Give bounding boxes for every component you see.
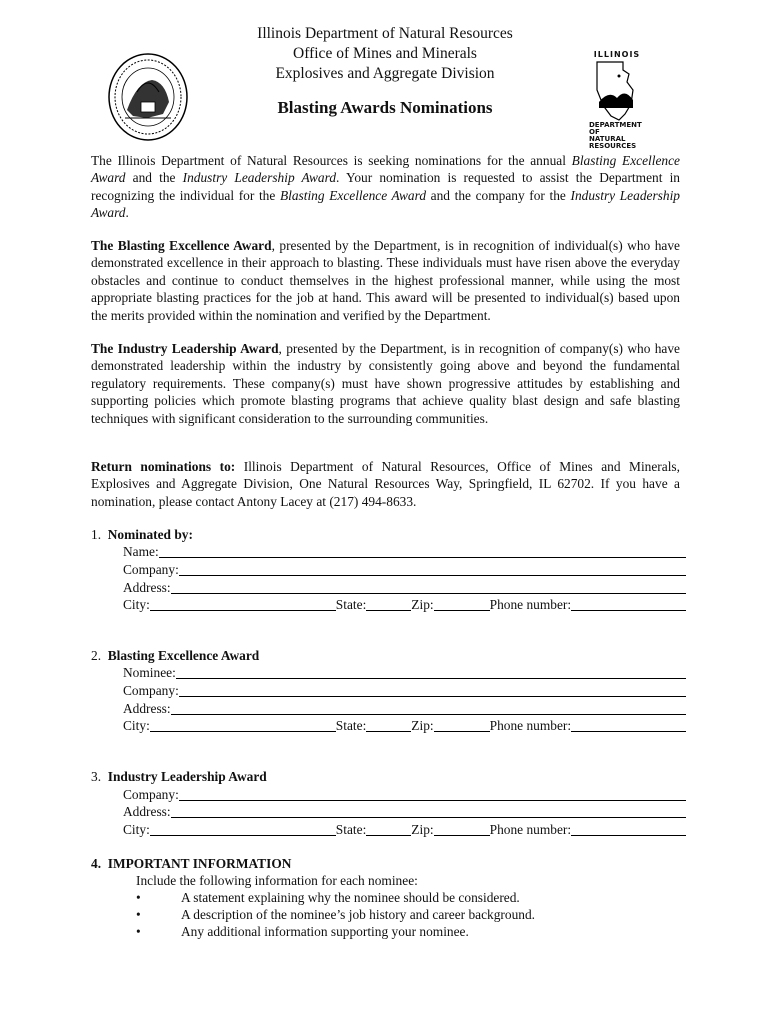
nominee-address-row[interactable]: Address: xyxy=(123,700,686,717)
industry-company-row[interactable]: Company: xyxy=(123,786,686,803)
section-nominated-by: 1. Nominated by: xyxy=(91,527,193,542)
nominee-city-field[interactable] xyxy=(150,719,336,732)
nominee-name-row[interactable]: Nominee: xyxy=(123,664,686,681)
industry-city-field[interactable] xyxy=(150,823,336,836)
bullet-icon: • xyxy=(136,890,141,905)
nominator-address-field[interactable] xyxy=(171,581,686,594)
section-important-information: 4. IMPORTANT INFORMATION xyxy=(91,856,292,871)
dnr-logo xyxy=(589,50,645,150)
nominee-phone-field[interactable] xyxy=(571,719,686,732)
nominator-state-field[interactable] xyxy=(366,598,411,611)
nominator-city-row[interactable]: City: State: Zip: Phone number: xyxy=(123,596,686,613)
nominee-city-row[interactable]: City: State: Zip: Phone number: xyxy=(123,717,686,734)
logo-bottom-text: DEPARTMENT OF NATURAL RESOURCES xyxy=(589,121,642,150)
industry-zip-field[interactable] xyxy=(434,823,490,836)
intro-paragraph: The Illinois Department of Natural Resources is seeking nominations for the annual Blasting Excellence Award and the Industry Leadership Award. Your nomination is requested to assist the Department in recognizing the individual for the Blasting Excellence Award and the company for the Industry Leadership Award. xyxy=(91,153,680,221)
nominator-address-row[interactable]: Address: xyxy=(123,579,686,596)
industry-company-field[interactable] xyxy=(179,788,686,801)
industry-state-field[interactable] xyxy=(366,823,411,836)
page-title: Blasting Awards Nominations xyxy=(277,98,493,117)
nominee-company-field[interactable] xyxy=(179,684,686,697)
header-agency: Illinois Department of Natural Resources xyxy=(257,25,513,42)
return-paragraph: Return nominations to: Illinois Department of Natural Resources, Office of Mines and Minerals, Explosives and Aggregate Division, One Natural Resources Way, Springfield, IL 62702. If you have a nomination, please contact Antony Lacey at (217) 494-8633. xyxy=(91,459,680,509)
agency-header xyxy=(200,24,570,84)
state-seal-logo xyxy=(107,52,189,142)
nominator-name-row[interactable]: Name: xyxy=(123,543,686,560)
important-item: A statement explaining why the nominee should be considered. xyxy=(181,890,520,905)
nominator-city-field[interactable] xyxy=(150,598,336,611)
bullet-icon: • xyxy=(136,907,141,922)
nominator-company-field[interactable] xyxy=(179,563,686,576)
nominee-state-field[interactable] xyxy=(366,719,411,732)
nominee-address-field[interactable] xyxy=(171,702,686,715)
nominator-name-field[interactable] xyxy=(159,545,686,558)
nominee-zip-field[interactable] xyxy=(434,719,490,732)
nominator-zip-field[interactable] xyxy=(434,598,490,611)
nominator-phone-field[interactable] xyxy=(571,598,686,611)
header-division: Explosives and Aggregate Division xyxy=(275,65,495,82)
nominee-name-field[interactable] xyxy=(176,666,686,679)
bullet-icon: • xyxy=(136,924,141,939)
header-office: Office of Mines and Minerals xyxy=(293,45,477,62)
industry-leadership-paragraph: The Industry Leadership Award, presented by the Department, is in recognition of company(s) who have demonstrated leadership within the industry by consistently going above and beyond the fundamental regulatory requirements. These company(s) must have shown progressive attitudes by establishing and supporting policies which promote blasting programs that achieve quality blast design and safe blasting techniques with significant consideration to the surrounding communities. xyxy=(91,341,680,426)
industry-phone-field[interactable] xyxy=(571,823,686,836)
industry-address-field[interactable] xyxy=(171,805,686,818)
section-blasting-excellence: 2. Blasting Excellence Award xyxy=(91,648,260,663)
logo-top-text: ILLINOIS xyxy=(593,50,641,59)
industry-city-row[interactable]: City: State: Zip: Phone number: xyxy=(123,821,686,838)
nominee-company-row[interactable]: Company: xyxy=(123,682,686,699)
important-item: Any additional information supporting your nominee. xyxy=(181,924,469,939)
important-intro: Include the following information for each nominee: xyxy=(136,873,418,888)
important-item: A description of the nominee’s job history and career background. xyxy=(181,907,536,922)
industry-address-row[interactable]: Address: xyxy=(123,803,686,820)
nominator-company-row[interactable]: Company: xyxy=(123,561,686,578)
section-industry-leadership: 3. Industry Leadership Award xyxy=(91,769,267,784)
blasting-excellence-paragraph: The Blasting Excellence Award, presented by the Department, is in recognition of individual(s) who have demonstrated excellence in their approach to blasting. These individuals must have risen above the everyday obstacles and continue to conduct themselves in the highest professional manner, while using the most appropriate blasting practices for the job at hand. This award will be presented to individual(s) based upon the merits provided within the nomination and verified by the Department. xyxy=(91,238,680,323)
